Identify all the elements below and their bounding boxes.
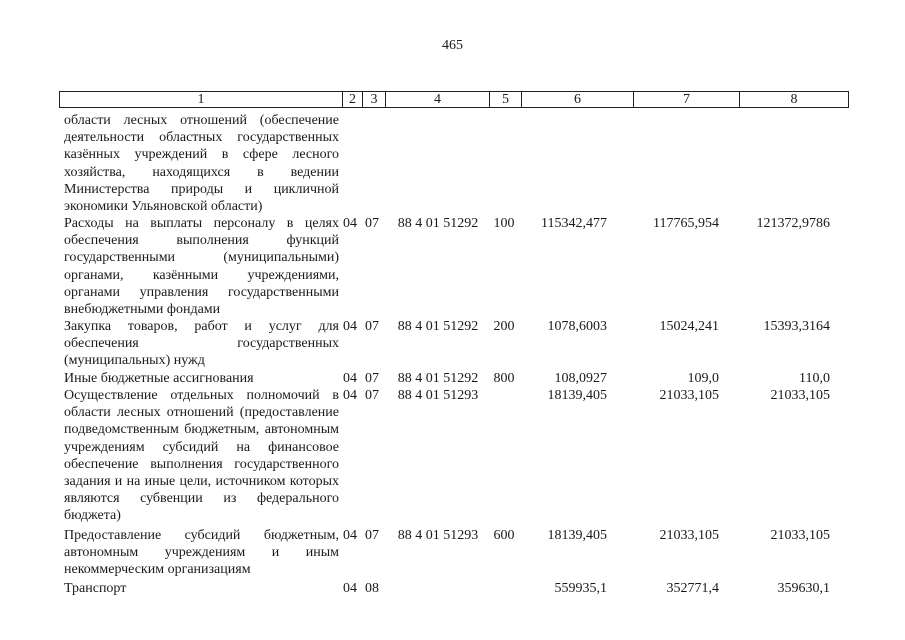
row-amount-col6: 18139,405 <box>547 388 607 403</box>
row-section: 04 <box>343 528 357 543</box>
row-description: Иные бюджетные ассигнования <box>64 371 254 386</box>
row-amount-col8: 110,0 <box>799 371 830 386</box>
row-amount-col7: 15024,241 <box>659 319 719 334</box>
row-amount-col6: 1078,6003 <box>547 319 607 334</box>
row-target-article: 88 4 01 51292 <box>397 319 479 334</box>
row-section: 04 <box>343 388 357 403</box>
row-expense-type: 600 <box>493 528 515 543</box>
row-amount-col6: 559935,1 <box>554 581 607 596</box>
row-amount-col8: 359630,1 <box>777 581 830 596</box>
header-col-1: 1 <box>60 92 343 107</box>
row-amount-col8: 15393,3164 <box>763 319 830 334</box>
row-subsection: 08 <box>365 581 379 596</box>
row-target-article: 88 4 01 51293 <box>397 528 479 543</box>
header-col-5: 5 <box>490 92 522 107</box>
row-amount-col7: 117765,954 <box>653 216 719 231</box>
row-target-article: 88 4 01 51292 <box>397 216 479 231</box>
row-amount-col7: 21033,105 <box>659 388 719 403</box>
row-target-article: 88 4 01 51293 <box>397 388 479 403</box>
row-description: Расходы на выплаты персоналу в целях обеспечения выполнения функций государственными (муниципальными) органами, казёнными учреждениями, органами управления государственными внебюджетными фондами <box>64 216 339 318</box>
header-col-2: 2 <box>343 92 363 107</box>
row-subsection: 07 <box>365 319 379 334</box>
row-expense-type: 200 <box>493 319 515 334</box>
row-expense-type: 100 <box>493 216 515 231</box>
row-amount-col6: 18139,405 <box>547 528 607 543</box>
header-col-8: 8 <box>790 92 798 107</box>
row-section: 04 <box>343 319 357 334</box>
row-description: области лесных отношений (обеспечение деятельности областных государственных казённых учреждений в сфере лесного хозяйства, находящихся в ведении Министерства природы и цикличной экономики Ульяновской области) <box>64 113 339 215</box>
row-amount-col7: 109,0 <box>687 371 719 386</box>
row-subsection: 07 <box>365 216 379 231</box>
row-amount-col8: 21033,105 <box>770 388 830 403</box>
row-expense-type: 800 <box>493 371 515 386</box>
row-subsection: 07 <box>365 528 379 543</box>
header-col-7: 7 <box>634 92 740 107</box>
row-amount-col8: 21033,105 <box>770 528 830 543</box>
table-header <box>59 91 849 108</box>
row-section: 04 <box>343 216 357 231</box>
header-col-3: 3 <box>363 92 386 107</box>
row-description: Закупка товаров, работ и услуг для обеспечения государственных (муниципальных) нужд <box>64 319 339 369</box>
row-target-article: 88 4 01 51292 <box>397 371 479 386</box>
row-subsection: 07 <box>365 371 379 386</box>
page-number: 465 <box>442 38 463 53</box>
row-amount-col7: 352771,4 <box>666 581 719 596</box>
row-amount-col6: 108,0927 <box>554 371 607 386</box>
header-col-6: 6 <box>522 92 634 107</box>
header-col-4: 4 <box>386 92 490 107</box>
row-section: 04 <box>343 581 357 596</box>
row-description: Осуществление отдельных полномочий в области лесных отношений (предоставление подведомственным бюджетным, автономным учреждениям субсидий на финансовое обеспечение выполнения государственного задания и на иные цели, источником которых являются субвенции из федерального бюджета) <box>64 388 339 524</box>
row-subsection: 07 <box>365 388 379 403</box>
row-section: 04 <box>343 371 357 386</box>
row-amount-col7: 21033,105 <box>659 528 719 543</box>
row-description: Предоставление субсидий бюджетным, автономным учреждениям и иным некоммерческим организациям <box>64 528 339 578</box>
row-amount-col6: 115342,477 <box>541 216 607 231</box>
row-description: Транспорт <box>64 581 127 596</box>
row-amount-col8: 121372,9786 <box>756 216 830 231</box>
